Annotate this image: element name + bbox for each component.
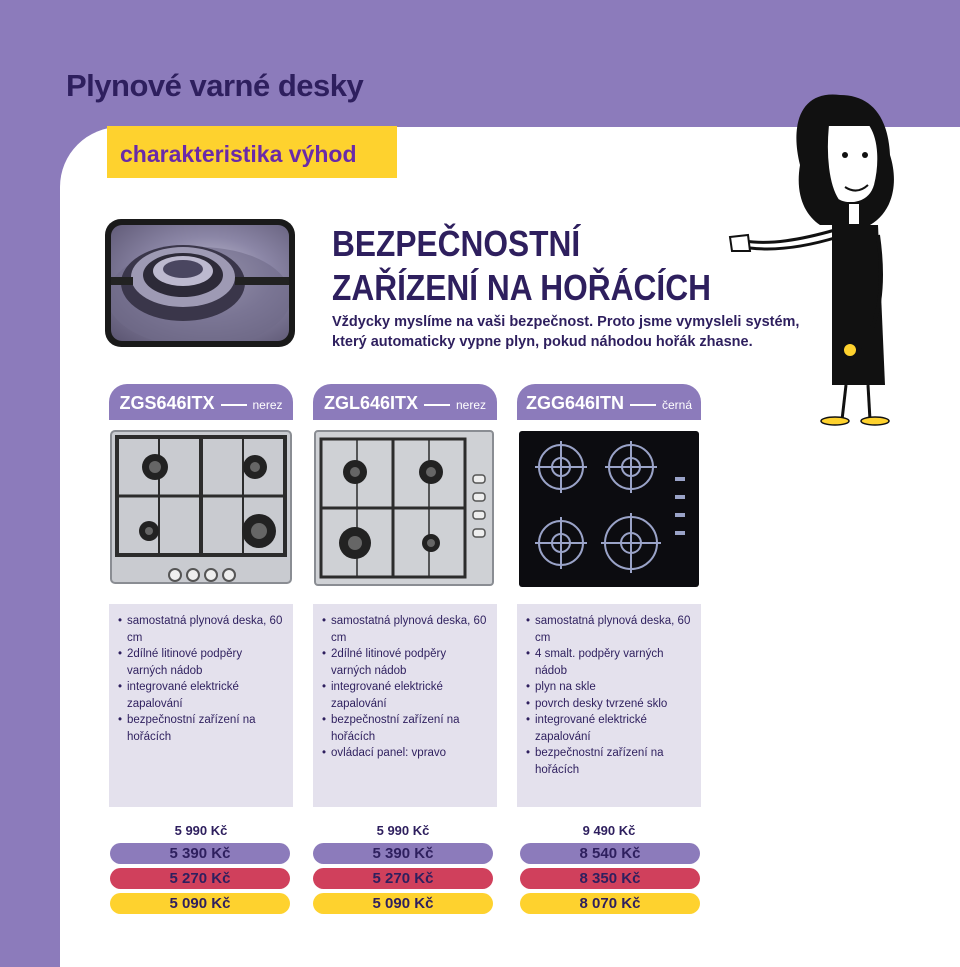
spec-box-zgs646itx: [109, 604, 293, 807]
model-code: ZGL646ITX: [323, 393, 418, 413]
spec-box-zgg646itn: [517, 604, 701, 807]
feature-item: • plyn na skle: [526, 679, 693, 696]
list-price: 5 990 Kč: [174, 823, 228, 838]
price-yellow: 5 090 Kč: [313, 893, 493, 914]
price-purple: 8 540 Kč: [520, 843, 700, 864]
price-purple: 5 390 Kč: [313, 843, 493, 864]
feature-item: • ovládací panel: vpravo: [322, 745, 489, 762]
burner-icon: [111, 225, 289, 341]
model-header-zgl646itx: [313, 384, 497, 420]
stainless-gas-hob-right-controls-image: [313, 427, 497, 589]
list-price: 9 490 Kč: [582, 823, 636, 838]
dash-divider: [630, 404, 656, 406]
feature-item: • bezpečnostní zařízení na hořácích: [322, 712, 489, 745]
model-finish: nerez: [456, 398, 487, 412]
model-header-zgg646itn: [517, 384, 701, 420]
headline: [332, 222, 711, 310]
feature-item: • povrch desky tvrzené sklo: [526, 696, 693, 713]
list-price: 5 990 Kč: [376, 823, 430, 838]
model-code: ZGS646ITX: [119, 393, 215, 413]
dash-divider: [221, 404, 247, 406]
price-red: 5 270 Kč: [110, 868, 290, 889]
cartoon-woman-illustration: [720, 85, 930, 430]
price-yellow: 8 070 Kč: [520, 893, 700, 914]
price-purple: 5 390 Kč: [110, 843, 290, 864]
feature-item: • bezpečnostní zařízení na hořácích: [526, 745, 693, 778]
feature-item: • 2dílné litinové podpěry varných nádob: [322, 646, 489, 679]
intro-line-1: Vždycky myslíme na vaši bezpečnost. Proto jsme vymysleli systém,: [332, 314, 800, 330]
model-finish: nerez: [252, 398, 283, 412]
model-finish: černá: [662, 398, 693, 412]
headline-line-1: BEZPEČNOSTNÍ: [332, 223, 581, 264]
intro-line-2: který automaticky vypne plyn, pokud náhodou hořák zhasne.: [332, 334, 753, 350]
headline-line-2: ZAŘÍZENÍ NA HOŘÁCÍCH: [332, 267, 711, 308]
feature-item: • samostatná plynová deska, 60 cm: [118, 613, 285, 646]
price-red: 8 350 Kč: [520, 868, 700, 889]
price-red: 5 270 Kč: [313, 868, 493, 889]
dash-divider: [424, 404, 450, 406]
stainless-gas-hob-image: [109, 427, 293, 589]
spec-box-zgl646itx: [313, 604, 497, 807]
page-title: Plynové varné desky: [66, 68, 364, 103]
feature-item: • bezpečnostní zařízení na hořácích: [118, 712, 285, 745]
feature-item: • integrované elektrické zapalování: [118, 679, 285, 712]
feature-item: • 2dílné litinové podpěry varných nádob: [118, 646, 285, 679]
feature-item: • samostatná plynová deska, 60 cm: [322, 613, 489, 646]
model-code: ZGG646ITN: [525, 393, 624, 413]
feature-tag-label: charakteristika výhod: [120, 141, 357, 167]
feature-item: • integrované elektrické zapalování: [526, 712, 693, 745]
feature-item: • 4 smalt. podpěry varných nádob: [526, 646, 693, 679]
feature-item: • samostatná plynová deska, 60 cm: [526, 613, 693, 646]
feature-item: • integrované elektrické zapalování: [322, 679, 489, 712]
black-glass-gas-hob-image: [517, 427, 701, 589]
burner-photo: [105, 219, 295, 347]
price-yellow: 5 090 Kč: [110, 893, 290, 914]
model-header-zgs646itx: [109, 384, 293, 420]
